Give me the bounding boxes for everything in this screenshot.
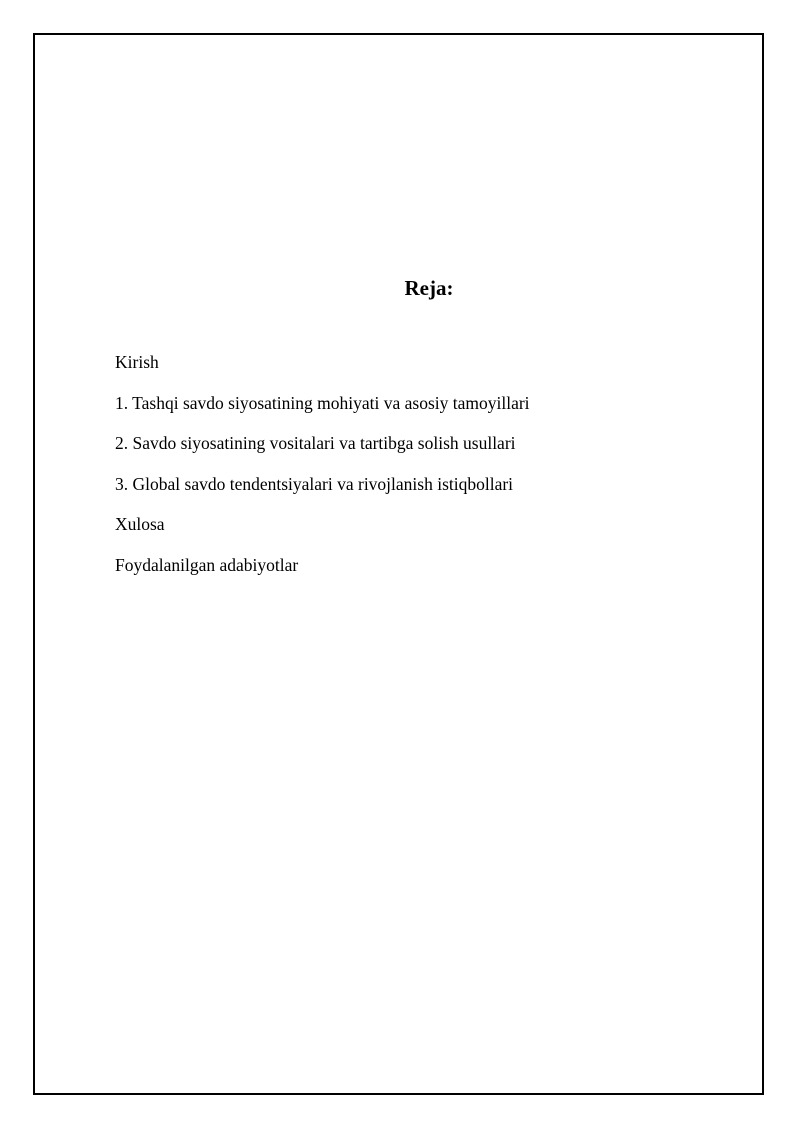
toc-item-chapter-1: 1. Tashqi savdo siyosatining mohiyati va asosiy tamoyillari — [115, 392, 530, 413]
toc-item-references: Foydalanilgan adabiyotlar — [115, 554, 299, 575]
toc-item-conclusion: Xulosa — [115, 514, 165, 535]
toc-item-introduction: Kirish — [115, 352, 159, 372]
toc-item-chapter-2: 2. Savdo siyosatining vositalari va tartibga solish usullari — [115, 433, 516, 454]
toc-item-chapter-3: 3. Global savdo tendentsiyalari va rivojlanish istiqbollari — [115, 473, 514, 494]
page-title: Reja: — [404, 276, 454, 300]
table-of-contents — [115, 350, 530, 594]
